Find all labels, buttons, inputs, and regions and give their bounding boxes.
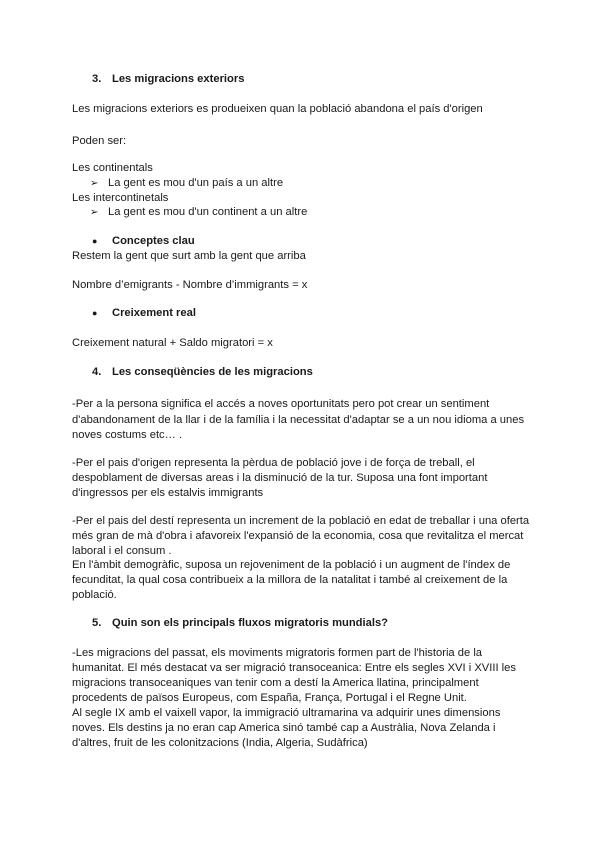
arrow-bullet-icon: ➢ <box>90 178 99 189</box>
paragraph: Les migracions exteriors es produeixen quan la població abandona el país d'origen <box>72 103 483 115</box>
paragraph-line: d'abandonament de la llar i de la família i la necessitat d'adaptar se a un nou idioma a unes <box>72 414 525 426</box>
section-title: Les conseqüències de les migracions <box>112 366 313 378</box>
paragraph: Restem la gent que surt amb la gent que arriba <box>72 250 306 262</box>
paragraph-line: Al segle IX amb el vaixell vapor, la immigració ultramarina va adquirir unes dimensions <box>72 707 501 719</box>
paragraph-line: més gran de mà d'obra i afavoreix l'expansió de la economia, cosa que revitalitza el mercat <box>72 530 524 542</box>
section-title: Les migracions exteriors <box>112 73 245 85</box>
bullet-heading <box>92 305 196 321</box>
section-number: 4. <box>92 366 102 378</box>
section-5-heading <box>92 615 388 631</box>
bullet-icon: ● <box>92 236 98 246</box>
paragraph-line: noves. Els destins ja no eran cap America sinó també cap a Austràlia, Nova Zelanda i <box>72 722 496 734</box>
paragraph-line: -Per el pais del destí representa un increment de la població en edat de treballar i una oferta <box>72 515 530 527</box>
section-title: Quin son els principals fluxos migratoris mundials? <box>112 617 389 629</box>
paragraph-line: humanitat. El més destacat va ser migració transoceanica: Entre els segles XVI i XVIII les <box>72 662 516 674</box>
paragraph-line: despoblament de diversas areas i la disminució de la tur. Suposa una font important <box>72 472 488 484</box>
section-3-heading <box>92 71 244 87</box>
section-4-heading <box>92 364 313 380</box>
arrow-bullet-icon: ➢ <box>90 207 99 218</box>
paragraph-line: d'altres, fruit de les colonitzacions (India, Algeria, Sudàfrica) <box>72 737 368 749</box>
paragraph-line: migracions transoceaniques van tenir com a destí la America llatina, principalment <box>72 677 479 689</box>
paragraph-line: En l'àmbit demogràfic, suposa un rejoveniment de la població i un augment de l'índex de <box>72 559 511 571</box>
paragraph-line: laboral i el consum . <box>72 545 172 557</box>
paragraph-line: fecunditat, la qual cosa contribueix a la millora de la natalitat i també al creixement de la <box>72 574 508 586</box>
paragraph-line: població. <box>72 589 117 601</box>
paragraph-line: -Per a la persona significa el accés a noves oportunitats pero pot crear un sentiment <box>72 398 490 410</box>
paragraph-line: procedents de països Europeus, com España, França, Portugal i el Regne Unit. <box>72 692 467 704</box>
formula: Nombre d’emigrants - Nombre d’immigrants = x <box>72 279 308 291</box>
bullet-heading <box>92 233 195 249</box>
list-item <box>90 204 307 221</box>
bullet-heading-text: Creixement real <box>112 307 196 319</box>
paragraph: Poden ser: <box>72 135 127 147</box>
paragraph-line: -Les migracions del passat, els moviments migratoris formen part de l'historia de la <box>72 647 483 659</box>
paragraph-line: d'ingressos per els estalvis immigrants <box>72 487 264 499</box>
bullet-heading-text: Conceptes clau <box>112 235 195 247</box>
formula: Creixement natural + Saldo migratori = x <box>72 337 273 349</box>
list-item-label: Les intercontinetals <box>72 192 169 204</box>
list-item-label: Les continentals <box>72 162 153 174</box>
list-item-text: La gent es mou d'un país a un altre <box>108 177 284 189</box>
section-number: 3. <box>92 73 102 85</box>
bullet-icon: ● <box>92 308 98 318</box>
paragraph-line: -Per el pais d'origen representa la pèrdua de població jove i de força de treball, el <box>72 457 475 469</box>
list-item-text: La gent es mou d'un continent a un altre <box>108 206 308 218</box>
section-number: 5. <box>92 617 102 629</box>
paragraph-line: noves costums etc… . <box>72 429 183 441</box>
